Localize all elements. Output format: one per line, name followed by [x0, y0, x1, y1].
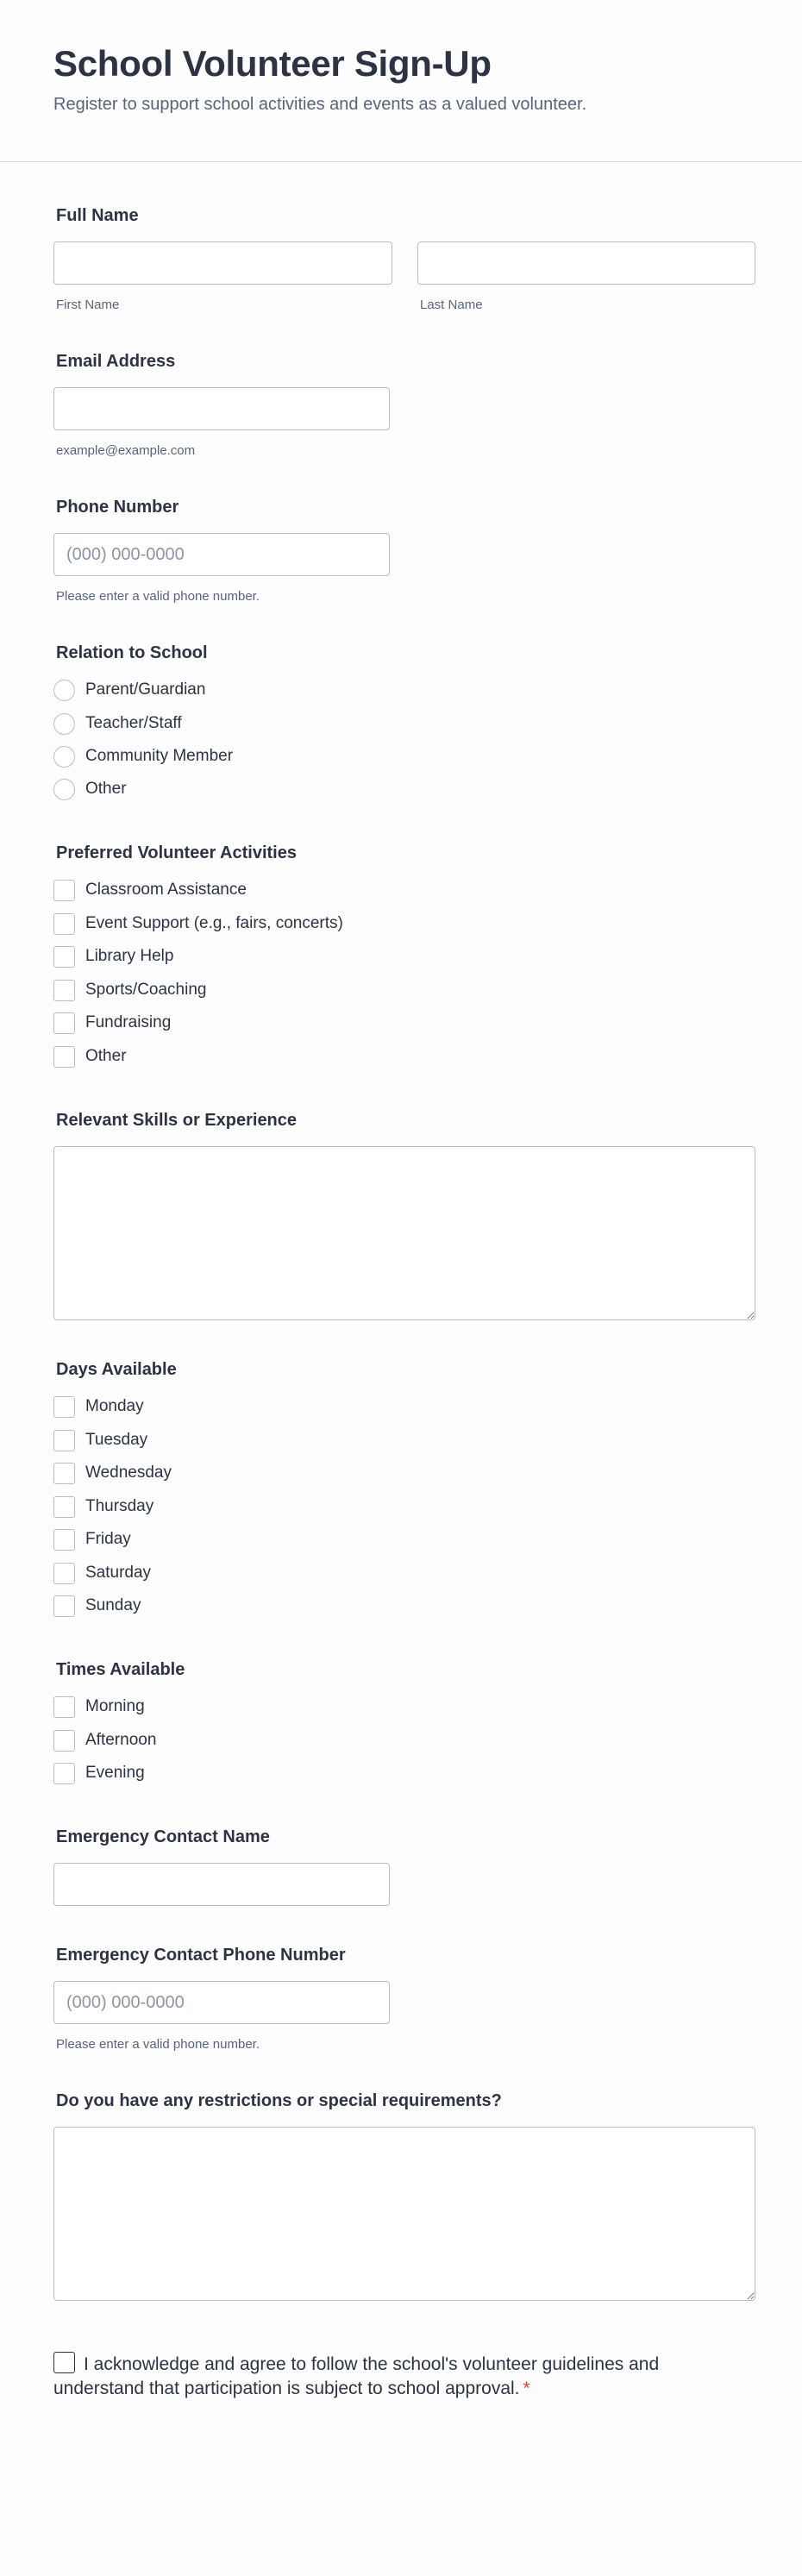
- activity-option-classroom[interactable]: [53, 879, 247, 901]
- day-option-monday[interactable]: [53, 1395, 144, 1418]
- skills-label: Relevant Skills or Experience: [56, 1111, 298, 1130]
- restrictions-textarea[interactable]: [53, 2127, 755, 2301]
- times-label: Times Available: [56, 1660, 185, 1679]
- phone-label: Phone Number: [56, 498, 179, 517]
- restrictions-label: Do you have any restrictions or special requirements?: [56, 2091, 502, 2110]
- acknowledgement-field: [53, 2352, 709, 2401]
- activity-option-other[interactable]: [53, 1045, 127, 1068]
- form-title: School Volunteer Sign-Up: [53, 43, 492, 84]
- checkbox[interactable]: [53, 1430, 75, 1451]
- day-option-tuesday[interactable]: [53, 1429, 147, 1451]
- activities-label: Preferred Volunteer Activities: [56, 843, 297, 862]
- option-label: Teacher/Staff: [85, 714, 182, 732]
- option-label: Library Help: [85, 947, 174, 965]
- day-option-thursday[interactable]: [53, 1495, 154, 1518]
- emergency-phone-sublabel: Please enter a valid phone number.: [56, 2037, 260, 2052]
- option-label: Other: [85, 1047, 127, 1065]
- checkbox[interactable]: [53, 1046, 75, 1068]
- checkbox[interactable]: [53, 1595, 75, 1617]
- activity-option-sports[interactable]: [53, 979, 206, 1001]
- emergency-name-label: Emergency Contact Name: [56, 1827, 270, 1846]
- phone-input[interactable]: [53, 533, 390, 576]
- emergency-phone-input[interactable]: [53, 1981, 390, 2024]
- option-label: Thursday: [85, 1497, 154, 1515]
- skills-textarea[interactable]: [53, 1146, 755, 1320]
- option-label: Event Support (e.g., fairs, concerts): [85, 914, 343, 932]
- option-label: Fundraising: [85, 1013, 172, 1031]
- radio-button[interactable]: [53, 680, 75, 701]
- form-header: [0, 0, 802, 162]
- emergency-name-input[interactable]: [53, 1863, 390, 1906]
- option-label: Parent/Guardian: [85, 680, 206, 699]
- day-option-sunday[interactable]: [53, 1595, 141, 1617]
- form-subtitle: Register to support school activities and events as a valued volunteer.: [53, 95, 587, 114]
- option-label: Afternoon: [85, 1731, 157, 1749]
- last-name-sublabel: Last Name: [420, 298, 483, 312]
- option-label: Monday: [85, 1397, 144, 1415]
- radio-button[interactable]: [53, 746, 75, 768]
- option-label: Sunday: [85, 1596, 141, 1614]
- radio-button[interactable]: [53, 779, 75, 800]
- option-label: Wednesday: [85, 1463, 172, 1482]
- option-label: Classroom Assistance: [85, 881, 247, 899]
- checkbox[interactable]: [53, 880, 75, 901]
- radio-button[interactable]: [53, 713, 75, 735]
- option-label: Saturday: [85, 1564, 152, 1582]
- checkbox[interactable]: [53, 946, 75, 968]
- checkbox[interactable]: [53, 1463, 75, 1484]
- checkbox[interactable]: [53, 1763, 75, 1784]
- relation-label: Relation to School: [56, 643, 208, 662]
- relation-option-other[interactable]: [53, 778, 127, 800]
- checkbox[interactable]: [53, 1696, 75, 1718]
- relation-option-parent[interactable]: [53, 679, 205, 701]
- time-option-evening[interactable]: [53, 1762, 145, 1784]
- phone-sublabel: Please enter a valid phone number.: [56, 589, 260, 604]
- option-label: Evening: [85, 1764, 145, 1782]
- option-label: Community Member: [85, 747, 234, 765]
- activity-option-fundraising[interactable]: [53, 1012, 171, 1034]
- checkbox[interactable]: [53, 980, 75, 1001]
- checkbox[interactable]: [53, 1012, 75, 1034]
- first-name-sublabel: First Name: [56, 298, 120, 312]
- option-label: Tuesday: [85, 1431, 148, 1449]
- emergency-phone-label: Emergency Contact Phone Number: [56, 1946, 346, 1965]
- required-asterisk: *: [523, 2379, 530, 2398]
- day-option-friday[interactable]: [53, 1528, 131, 1551]
- email-sublabel: example@example.com: [56, 443, 196, 458]
- day-option-wednesday[interactable]: [53, 1462, 172, 1484]
- option-label: Friday: [85, 1530, 131, 1548]
- day-option-saturday[interactable]: [53, 1562, 151, 1584]
- time-option-morning[interactable]: [53, 1695, 145, 1718]
- option-label: Other: [85, 780, 127, 798]
- option-label: Morning: [85, 1697, 145, 1715]
- email-input[interactable]: [53, 387, 390, 430]
- time-option-afternoon[interactable]: [53, 1729, 156, 1752]
- first-name-input[interactable]: [53, 241, 392, 285]
- full-name-label: Full Name: [56, 206, 139, 225]
- days-label: Days Available: [56, 1360, 177, 1379]
- checkbox[interactable]: [53, 1396, 75, 1418]
- relation-option-teacher[interactable]: [53, 712, 182, 735]
- checkbox[interactable]: [53, 913, 75, 935]
- checkbox[interactable]: [53, 1730, 75, 1752]
- relation-option-community[interactable]: [53, 745, 233, 768]
- option-label: Sports/Coaching: [85, 981, 207, 999]
- checkbox[interactable]: [53, 1496, 75, 1518]
- acknowledgement-text: I acknowledge and agree to follow the school's volunteer guidelines and understand that participation is subject to school approval.: [53, 2354, 660, 2398]
- checkbox[interactable]: [53, 1529, 75, 1551]
- acknowledgement-checkbox[interactable]: [53, 2352, 75, 2373]
- checkbox[interactable]: [53, 1563, 75, 1584]
- last-name-input[interactable]: [417, 241, 755, 285]
- activity-option-library[interactable]: [53, 945, 173, 968]
- activity-option-event[interactable]: [53, 912, 343, 935]
- email-label: Email Address: [56, 352, 176, 371]
